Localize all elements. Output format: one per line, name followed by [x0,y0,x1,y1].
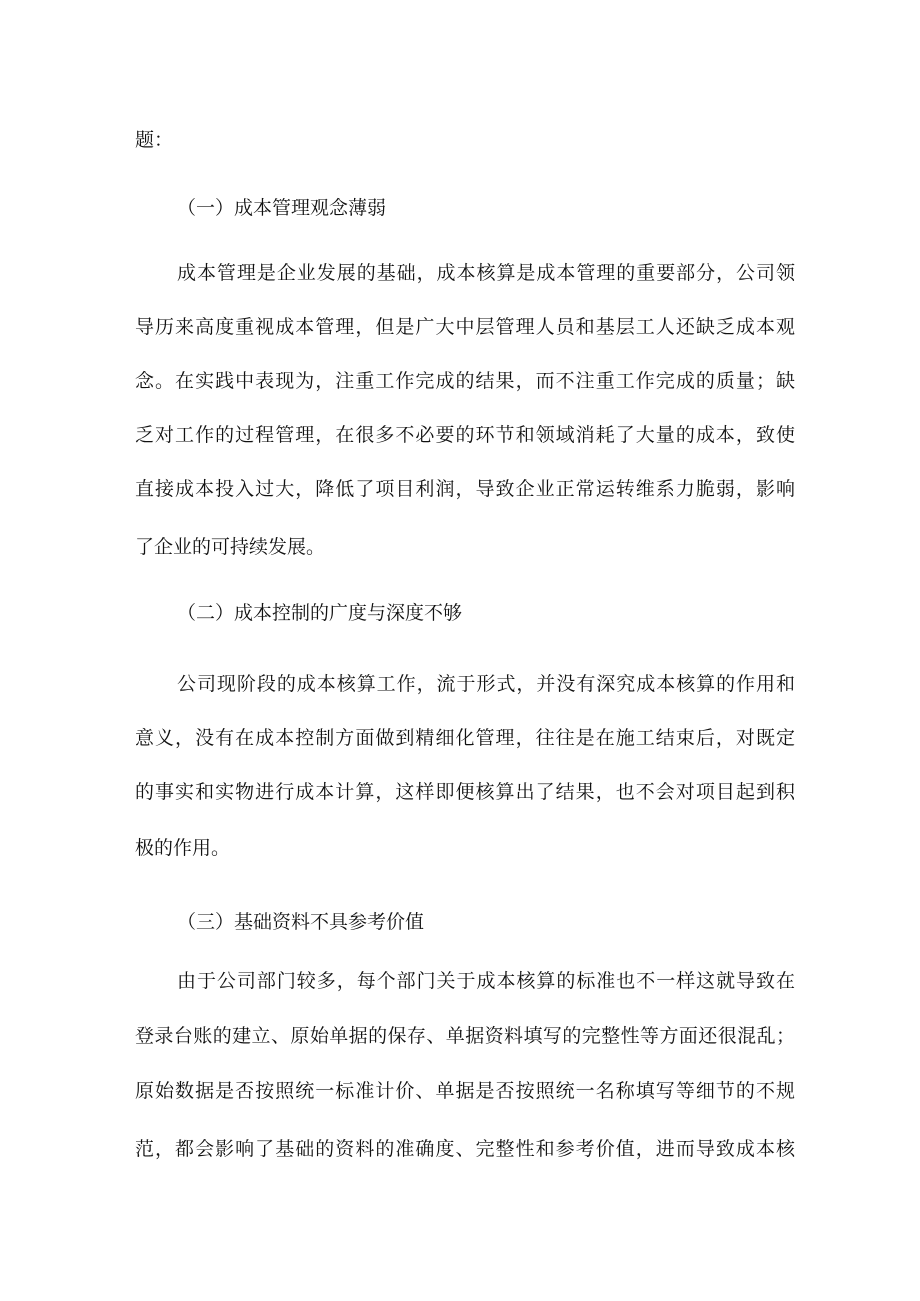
paragraph-1-line-5: 直接成本投入过大，降低了项目利润，导致企业正常运转维系力脆弱，影响 [135,478,795,500]
section-heading-2: （二）成本控制的广度与深度不够 [177,602,463,624]
paragraph-1-line-3: 念。在实践中表现为，注重工作完成的结果，而不注重工作完成的质量；缺 [135,370,795,392]
paragraph-2-line-3: 的事实和实物进行成本计算，这样即便核算出了结果，也不会对项目起到积 [135,781,795,803]
paragraph-1-line-4: 乏对工作的过程管理，在很多不必要的环节和领域消耗了大量的成本，致使 [135,424,795,446]
paragraph-1-line-2: 导历来高度重视成本管理，但是广大中层管理人员和基层工人还缺乏成本观 [135,316,795,338]
paragraph-3-line-1: 由于公司部门较多，每个部门关于成本核算的标准也不一样这就导致在 [177,970,795,992]
paragraph-2-line-2: 意义，没有在成本控制方面做到精细化管理，往往是在施工结束后，对既定 [135,727,795,749]
paragraph-3-line-3: 原始数据是否按照统一标准计价、单据是否按照统一名称填写等细节的不规 [135,1080,795,1102]
paragraph-3-line-4: 范，都会影响了基础的资料的准确度、完整性和参考价值，进而导致成本核 [135,1138,795,1160]
section-heading-1: （一）成本管理观念薄弱 [177,197,387,219]
paragraph-2-line-4: 极的作用。 [135,837,231,859]
text-line-continuation: 题： [135,129,174,151]
paragraph-3-line-2: 登录台账的建立、原始单据的保存、单据资料填写的完整性等方面还很混乱； [135,1025,795,1047]
paragraph-1-line-6: 了企业的可持续发展。 [135,536,326,558]
section-heading-3: （三）基础资料不具参考价值 [177,911,425,933]
paragraph-2-line-1: 公司现阶段的成本核算工作，流于形式，并没有深究成本核算的作用和 [177,673,795,695]
paragraph-1-line-1: 成本管理是企业发展的基础，成本核算是成本管理的重要部分，公司领 [177,262,795,284]
